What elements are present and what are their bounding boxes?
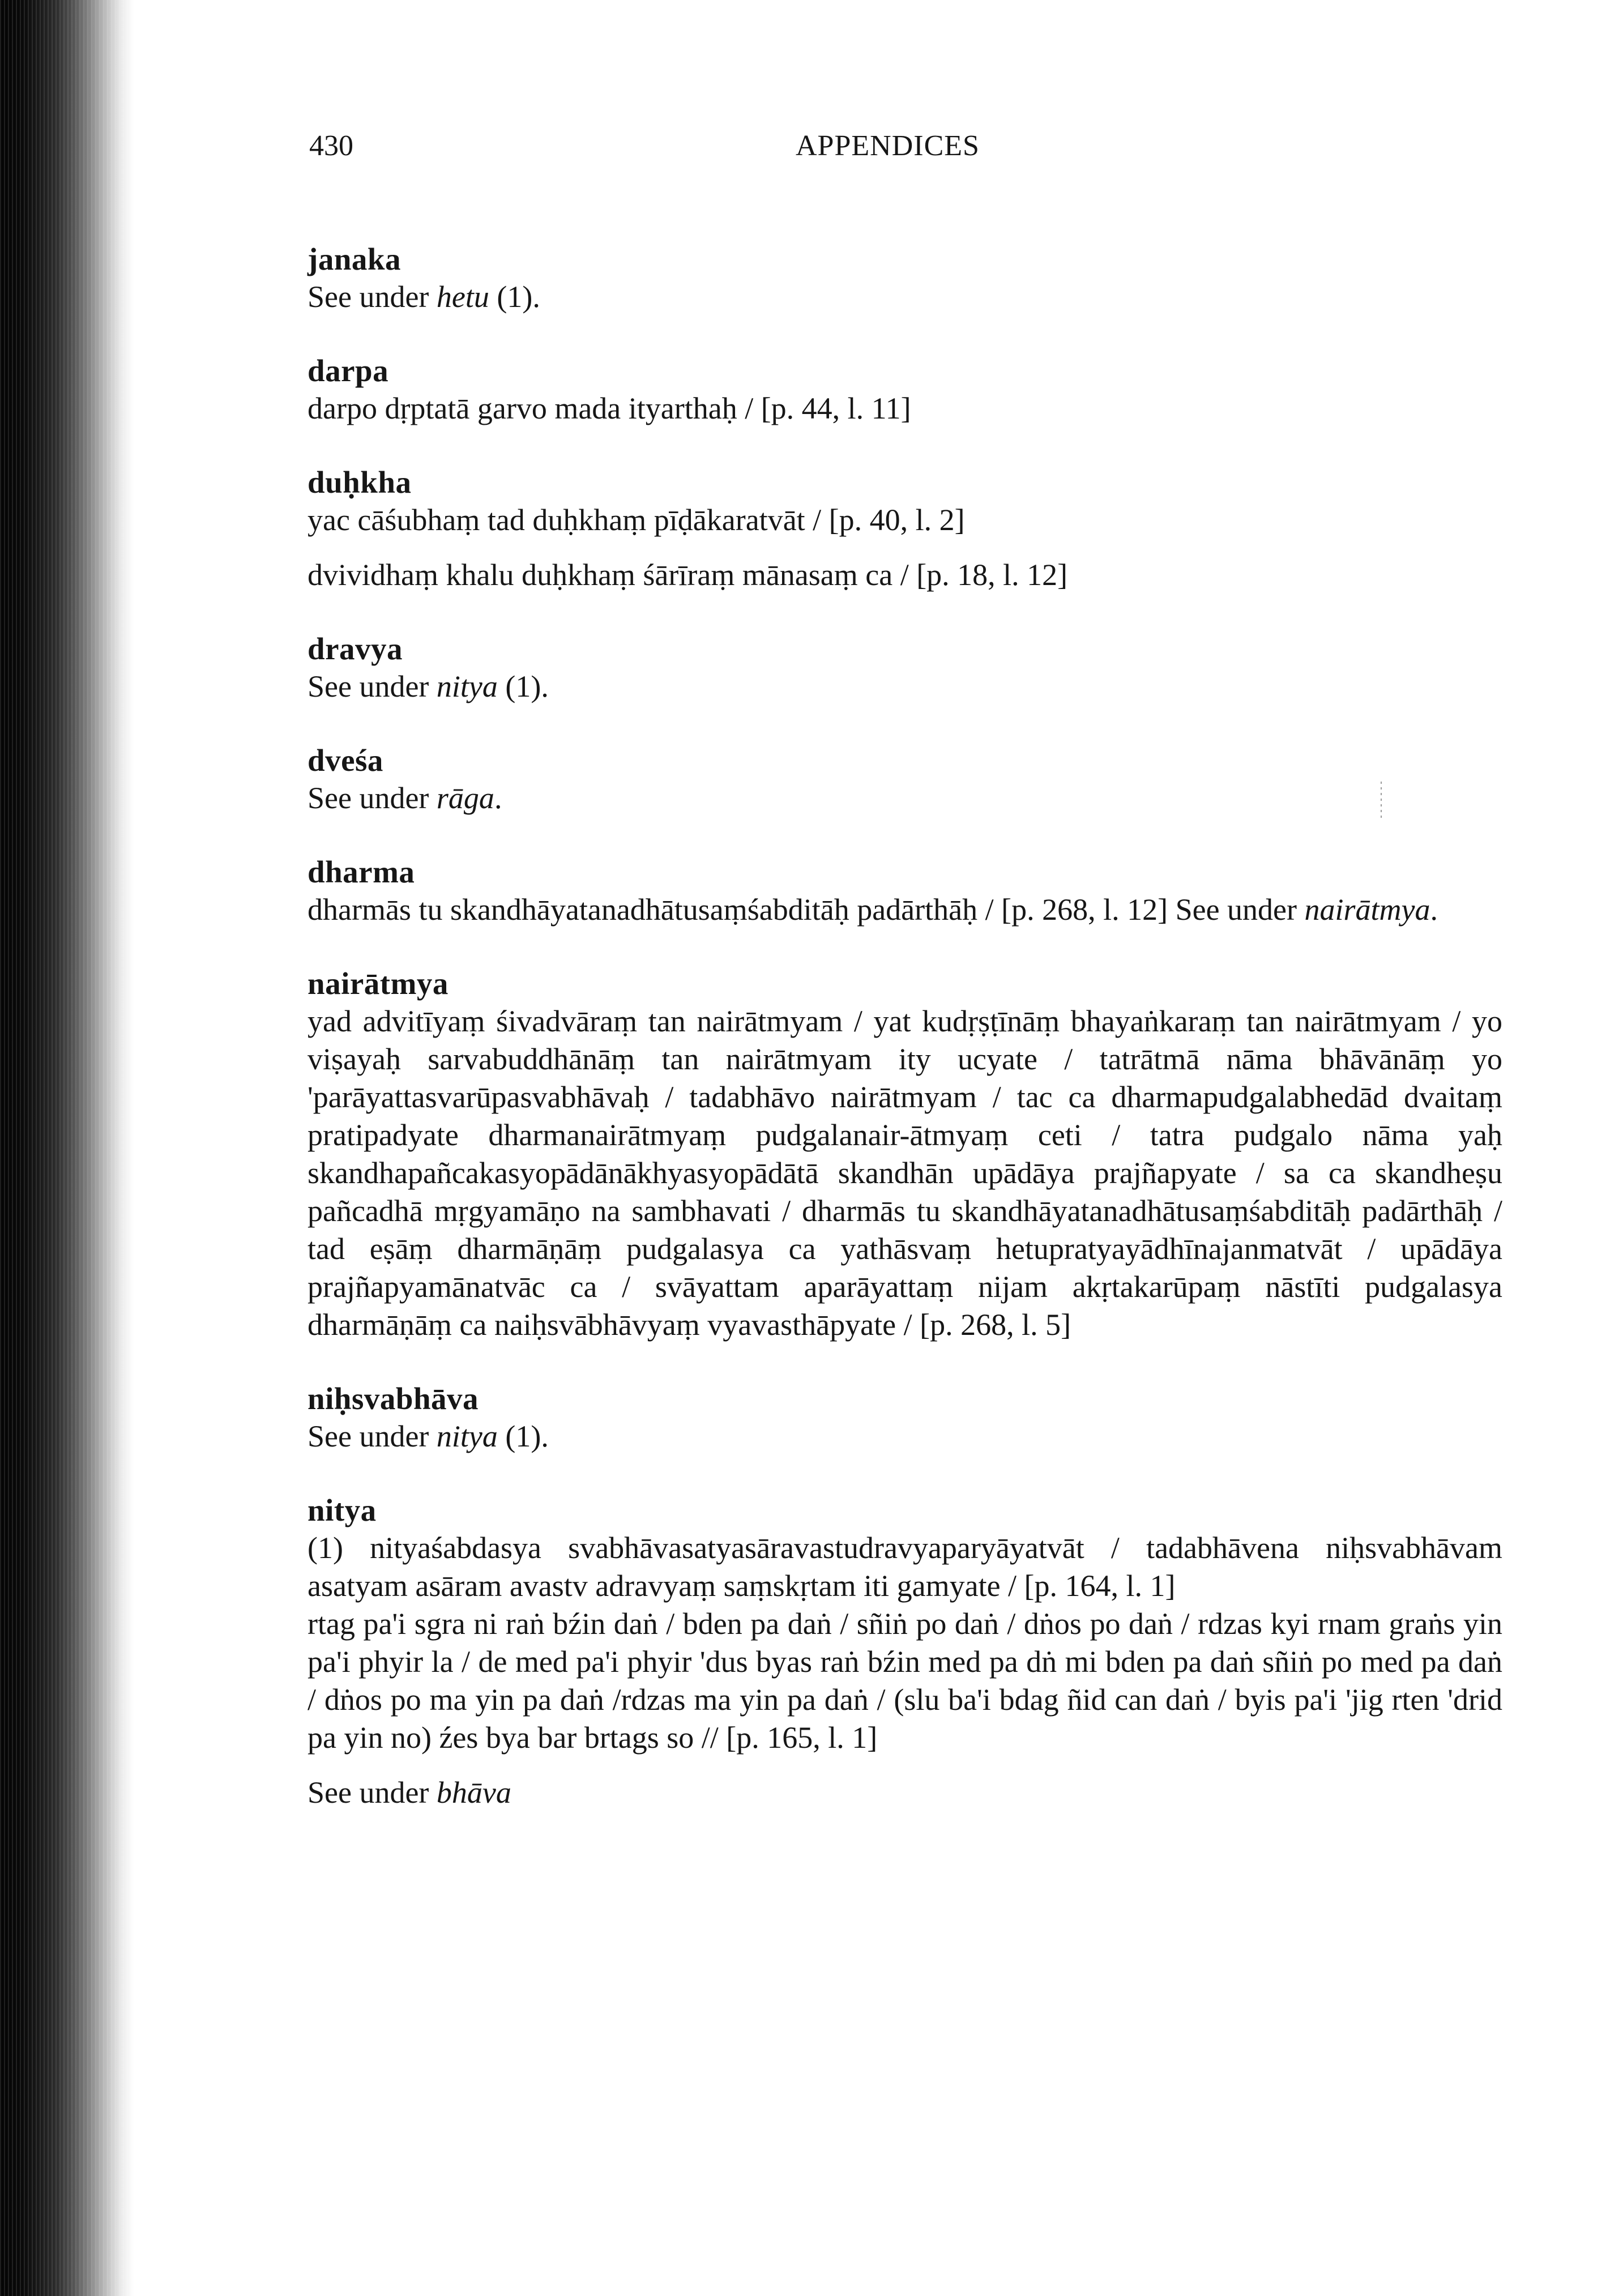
entry-dvesa [307,742,1502,817]
page-number: 430 [309,130,353,162]
running-head: APPENDICES [796,130,980,162]
glossary-entries [307,241,1502,1848]
entry-dharma [307,853,1502,929]
entry-text: rtag pa'i sgra ni raṅ bźin daṅ / bden pa daṅ / sñiṅ po daṅ / dṅos po daṅ / rdzas kyi rnam graṅs yin pa'i phyir la / de med pa'i phyir 'dus byas raṅ bźin med pa dṅ mi bden pa daṅ sñiṅ po med pa daṅ / dṅos po ma yin pa daṅ /rdzas ma yin pa daṅ / (slu ba'i bdag ñid can daṅ / byis pa'i 'jig rten 'drid pa yin no) źes bya bar brtags so // [p. 165, l. 1] [307,1607,1502,1755]
entry-janaka [307,241,1502,316]
entry-text: dharmās tu skandhāyatanadhātusaṃśabditāḥ padārthāḥ / [p. 268, l. 12] See under nairātmya. [307,893,1438,927]
entry-text: dvividhaṃ khalu duḥkhaṃ śārīraṃ mānasaṃ ca / [p. 18, l. 12] [307,558,1068,592]
headword: darpa [307,353,389,388]
headword: duḥkha [307,465,412,500]
headword: janaka [307,242,401,276]
entry-text: See under hetu (1). [307,280,540,314]
entry-text: darpo dṛptatā garvo mada ityarthaḥ / [p. 44, l. 11] [307,391,911,425]
headword: niḥsvabhāva [307,1381,479,1416]
entry-dravya [307,630,1502,706]
entry-darpa [307,352,1502,428]
entry-nitya [307,1492,1502,1812]
entry-text: yac cāśubhaṃ tad duḥkhaṃ pīḍākaratvāt / [p. 40, l. 2] [307,503,965,537]
headword: nitya [307,1493,377,1527]
headword: dveśa [307,743,383,778]
entry-text: See under rāga. [307,781,502,815]
entry-text: yad advitīyaṃ śivadvāraṃ tan nairātmyam / yat kudṛṣṭīnāṃ bhayaṅkaraṃ tan nairātmyam / yo viṣayaḥ sarvabuddhānāṃ tan nairātmyam ity ucyate / tatrātmā nāma bhāvānāṃ yo 'parāyattasvarūpasvabhāvaḥ / tadabhāvo nairātmyam / tac ca dharmapudgalabhedād dvaitaṃ pratipadyate dharmanairātmyaṃ pudgalanair-ātmyaṃ ceti / tatra pudgalo nāma yaḥ skandhapañcakasyopādānākhyasyopādātā skandhān upādāya prajñapyate / sa ca skandheṣu pañcadhā mṛgyamāṇo na sambhavati / dharmās tu skandhāyatanadhātusaṃśabditāḥ padārthāḥ / tad eṣāṃ dharmāṇāṃ pudgalasya ca yathāsvaṃ hetupratyayādhīnajanmatvāt / upādāya prajñapyamānatvāc ca / svāyattam aparāyattaṃ nijam akṛtakarūpaṃ nāstīti pudgalasya dharmāṇāṃ ca naiḥsvābhāvyaṃ vyavasthāpyate / [p. 268, l. 5] [307,1004,1502,1342]
page-edges [0,0,134,2296]
entry-text: See under bhāva [307,1776,511,1810]
entry-nairatmya [307,965,1502,1344]
entry-text: See under nitya (1). [307,1419,549,1453]
entry-duhkha [307,464,1502,594]
entry-text: (1) nityaśabdasya svabhāvasatyasāravastudravyaparyāyatvāt / tadabhāvena niḥsvabhāvam asatyam asāram avastv adravyaṃ saṃskṛtam iti gamyate / [p. 164, l. 1] [307,1531,1502,1603]
headword: nairātmya [307,966,449,1001]
headword: dravya [307,631,403,666]
entry-nihsvabhava [307,1380,1502,1456]
entry-text: See under nitya (1). [307,669,549,703]
headword: dharma [307,855,415,889]
